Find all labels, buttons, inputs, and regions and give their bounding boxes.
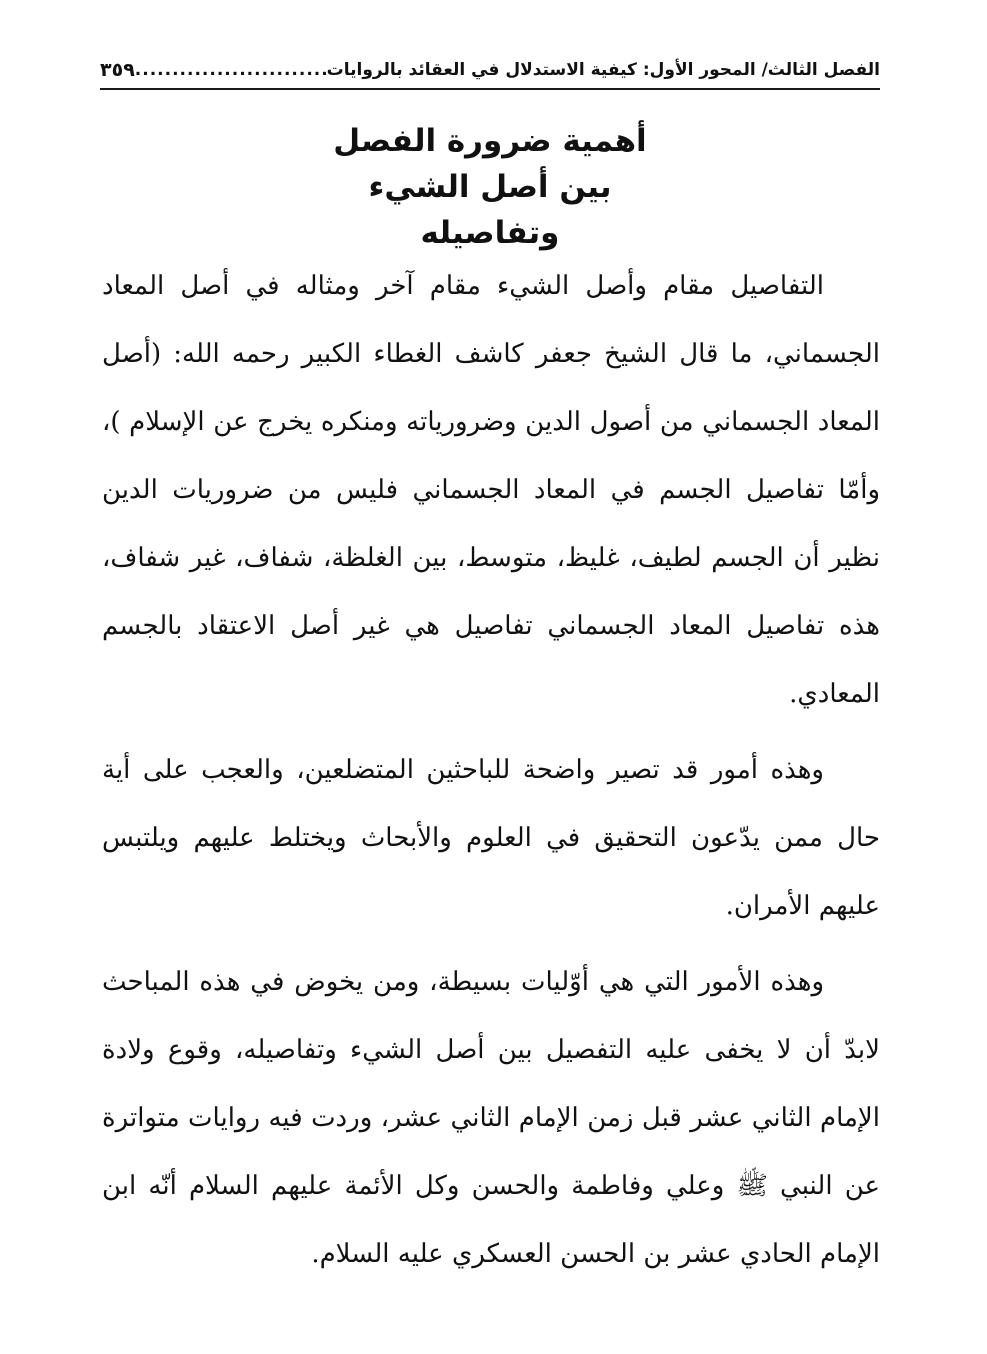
section-title-line-1: أهمية ضرورة الفصل bbox=[333, 123, 647, 159]
running-header bbox=[100, 52, 880, 90]
header-dot-leader bbox=[135, 60, 327, 80]
body-text bbox=[102, 252, 880, 1296]
header-title: الفصل الثالث/ المحور الأول: كيفية الاستدلال في العقائد بالروايات bbox=[326, 60, 880, 80]
section-title-line-3: وتفاصيله bbox=[420, 215, 560, 251]
paragraph-3: وهذه الأمور التي هي أوّليات بسيطة، ومن يخوض في هذه المباحث لابدّ أن لا يخفى عليه التفصيل بين أصل الشيء وتفاصيله، وقوع ولادة الإمام الثاني عشر قبل زمن الإمام الثاني عشر، وردت فيه روايات متواترة عن النبي ﷺ وعلي وفاطمة والحسن وكل الأئمة عليهم السلام أنّه ابن الإمام الحادي عشر بن الحسن العسكري عليه السلام. bbox=[102, 967, 880, 1269]
section-title-line-2: بين أصل الشيء bbox=[368, 169, 612, 205]
section-title bbox=[200, 118, 780, 256]
page-number: ٣٥٩ bbox=[100, 59, 135, 81]
paragraph-2: وهذه أمور قد تصير واضحة للباحثين المتضلعين، والعجب على أية حال ممن يدّعون التحقيق في العلوم والأبحاث ويختلط عليهم ويلتبس عليهم الأمران. bbox=[102, 755, 880, 921]
paragraph-1: التفاصيل مقام وأصل الشيء مقام آخر ومثاله في أصل المعاد الجسماني، ما قال الشيخ جعفر كاشف الغطاء الكبير رحمه الله: (أصل المعاد الجسماني من أصول الدين وضرورياته ومنكره يخرج عن الإسلام )، وأمّا تفاصيل الجسم في المعاد الجسماني فليس من ضروريات الدين نظير أن الجسم لطيف، غليظ، متوسط، بين الغلظة، شفاف، غير شفاف، هذه تفاصيل المعاد الجسماني تفاصيل هي غير أصل الاعتقاد بالجسم المعادي. bbox=[102, 271, 880, 709]
